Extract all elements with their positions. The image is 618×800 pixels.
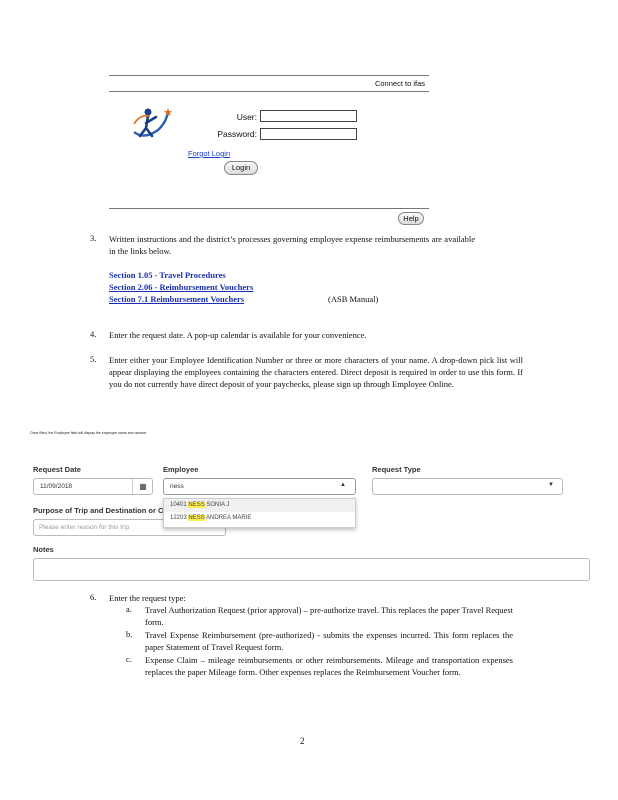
subitem-b-letter: b.	[126, 629, 133, 639]
request-date-input[interactable]	[33, 478, 153, 495]
item-3-text: Written instructions and the district’s processes governing employee expense reimbursements are available in the links below.	[109, 234, 475, 256]
item-6-text: Enter the request type:	[109, 593, 186, 603]
password-input[interactable]	[260, 128, 357, 140]
item-6-number: 6.	[90, 592, 97, 602]
subitem-a-text: Travel Authorization Request (prior approval) – pre-authorize travel. This replaces the paper Travel Request form.	[145, 605, 513, 627]
password-label: Password:	[217, 129, 257, 139]
login-button[interactable]: Login	[224, 161, 258, 175]
divider-top	[109, 75, 429, 76]
page-number: 2	[300, 736, 305, 746]
ifas-logo	[128, 106, 174, 144]
request-type-label: Request Type	[372, 465, 421, 474]
chevron-up-icon: ▲	[340, 482, 346, 488]
item-4-number: 4.	[90, 329, 97, 339]
subitem-a-letter: a.	[126, 604, 132, 614]
forgot-login-link[interactable]: Forgot Login	[188, 149, 231, 158]
item-5-number: 5.	[90, 354, 97, 364]
subitem-c-text: Expense Claim – mileage reimbursements or other reimbursements. Mileage and transportation expenses replaces the paper Mileage form. Other expenses replaces the Reimbursement Voucher form.	[145, 655, 513, 677]
employee-option[interactable]: 12203 NESS ANDREA MARIE	[170, 515, 252, 521]
employee-value: ness	[170, 483, 184, 490]
notes-input[interactable]	[33, 558, 590, 581]
user-input[interactable]	[260, 110, 357, 122]
tiny-caption: Once filled, the Employee field will display the employee name and number.	[30, 431, 148, 435]
divider-bottom	[109, 208, 429, 209]
notes-label: Notes	[33, 545, 54, 554]
connect-text: Connect to ifas	[374, 79, 425, 88]
item-5-text: Enter either your Employee Identification Number or three or more characters of your name. A drop-down pick list will appear displaying the employees containing the characters entered. Direct deposit is required in order to use this form. If you do not currently have direct deposit of your paychecks, please sign up through Employee Online.	[109, 355, 523, 389]
divider-under-connect	[109, 91, 429, 92]
asb-manual-note: (ASB Manual)	[328, 294, 379, 304]
help-button[interactable]: Help	[398, 212, 424, 225]
employee-select[interactable]	[163, 478, 356, 495]
subitem-c-letter: c.	[126, 654, 132, 664]
section-link-2-06[interactable]: Section 2.06 - Reimbursement Vouchers	[109, 282, 254, 292]
chevron-down-icon: ▼	[548, 482, 554, 488]
item-3-number: 3.	[90, 233, 97, 243]
section-link-1-05[interactable]: Section 1.05 - Travel Procedures	[109, 270, 226, 280]
section-link-7-1[interactable]: Section 7.1 Reimbursement Vouchers	[109, 294, 245, 304]
employee-option[interactable]: 10401 NESS SONIA J	[164, 499, 355, 512]
subitem-b-text: Travel Expense Reimbursement (pre-authorized) - submits the expenses incurred. This form replaces the paper Statement of Travel Request form.	[145, 630, 513, 652]
request-date-label: Request Date	[33, 465, 81, 474]
employee-dropdown-list	[163, 498, 356, 528]
item-4-text: Enter the request date. A pop-up calendar is available for your convenience.	[109, 330, 367, 340]
calendar-icon[interactable]: ▦	[132, 479, 153, 494]
purpose-label: Purpose of Trip and Destination or C	[33, 506, 163, 515]
request-date-value: 11/09/2018	[40, 483, 73, 490]
employee-label: Employee	[163, 465, 199, 474]
request-type-select[interactable]	[372, 478, 563, 495]
user-label: User:	[236, 112, 257, 122]
purpose-placeholder: Please enter reason for this trip	[39, 524, 130, 531]
